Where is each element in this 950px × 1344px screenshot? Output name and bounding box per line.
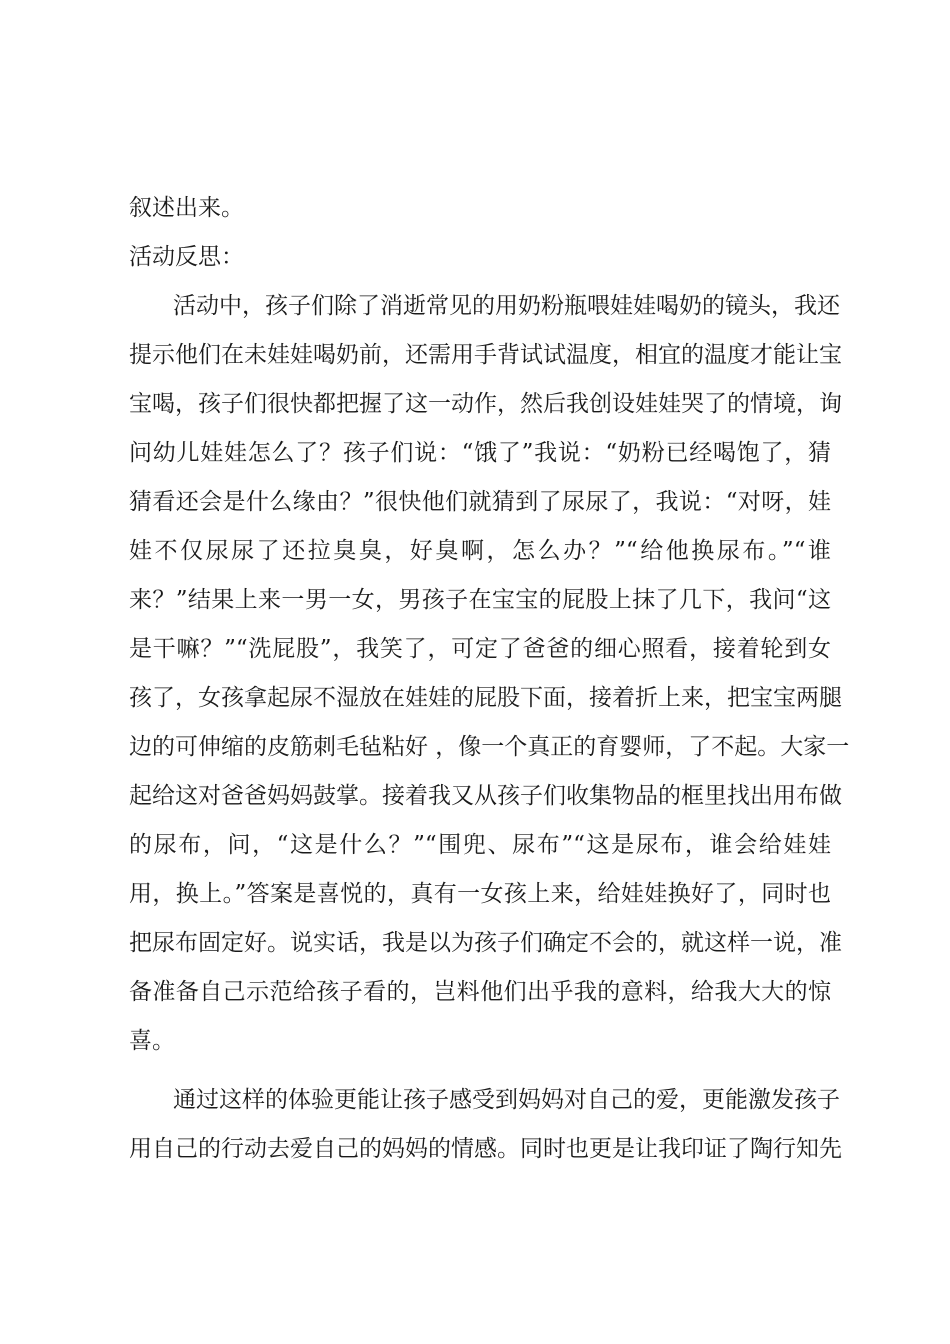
paragraph-line: 猜看还会是什么缘由？”很快他们就猜到了尿尿了，我说：“对呀，娃 xyxy=(129,489,831,515)
paragraph-line: 喜。 xyxy=(129,1028,175,1054)
paragraph-line: 边的可伸缩的皮筋刺毛毡粘好 ，像一个真正的育婴师，了不起。大家一 xyxy=(129,734,850,760)
paragraph-line: 问幼儿娃娃怎么了？孩子们说：“饿了”我说：“奶粉已经喝饱了，猜 xyxy=(129,440,831,466)
text-line: 叙述出来。 xyxy=(129,195,244,221)
paragraph-line: 活动中，孩子们除了消逝常见的用奶粉瓶喂娃娃喝奶的镜头，我还 xyxy=(173,293,840,319)
paragraph-line: 娃不仅尿尿了还拉臭臭，好臭啊，怎么办？”“给他换尿布。”“谁 xyxy=(129,538,831,564)
paragraph-line: 提示他们在未娃娃喝奶前，还需用手背试试温度，相宜的温度才能让宝 xyxy=(129,342,842,368)
paragraph-line: 用自己的行动去爱自己的妈妈的情感。同时也更是让我印证了陶行知先 xyxy=(129,1136,842,1162)
paragraph-line: 来？”结果上来一男一女，男孩子在宝宝的屁股上抹了几下，我问“这 xyxy=(129,587,831,613)
paragraph-line: 宝喝，孩子们很快都把握了这一动作，然后我创设娃娃哭了的情境，询 xyxy=(129,391,842,417)
paragraph-line: 的尿布，问，“这是什么？”“围兜、尿布”“这是尿布，谁会给娃娃 xyxy=(129,832,831,858)
paragraph-line: 是干嘛？”“洗屁股”，我笑了，可定了爸爸的细心照看，接着轮到女 xyxy=(129,636,831,662)
paragraph-line: 把尿布固定好。说实话，我是以为孩子们确定不会的，就这样一说，准 xyxy=(129,930,842,956)
paragraph-line: 备准备自己示范给孩子看的，岂料他们出乎我的意料，给我大大的惊 xyxy=(129,979,831,1005)
paragraph-line: 通过这样的体验更能让孩子感受到妈妈对自己的爱，更能激发孩子 xyxy=(173,1087,840,1113)
section-heading: 活动反思： xyxy=(129,244,244,270)
paragraph-line: 用，换上。”答案是喜悦的，真有一女孩上来，给娃娃换好了，同时也 xyxy=(129,881,831,907)
paragraph-line: 孩了，女孩拿起尿不湿放在娃娃的屁股下面，接着折上来，把宝宝两腿 xyxy=(129,685,842,711)
paragraph-line: 起给这对爸爸妈妈鼓掌。接着我又从孩子们收集物品的框里找出用布做 xyxy=(129,783,842,809)
